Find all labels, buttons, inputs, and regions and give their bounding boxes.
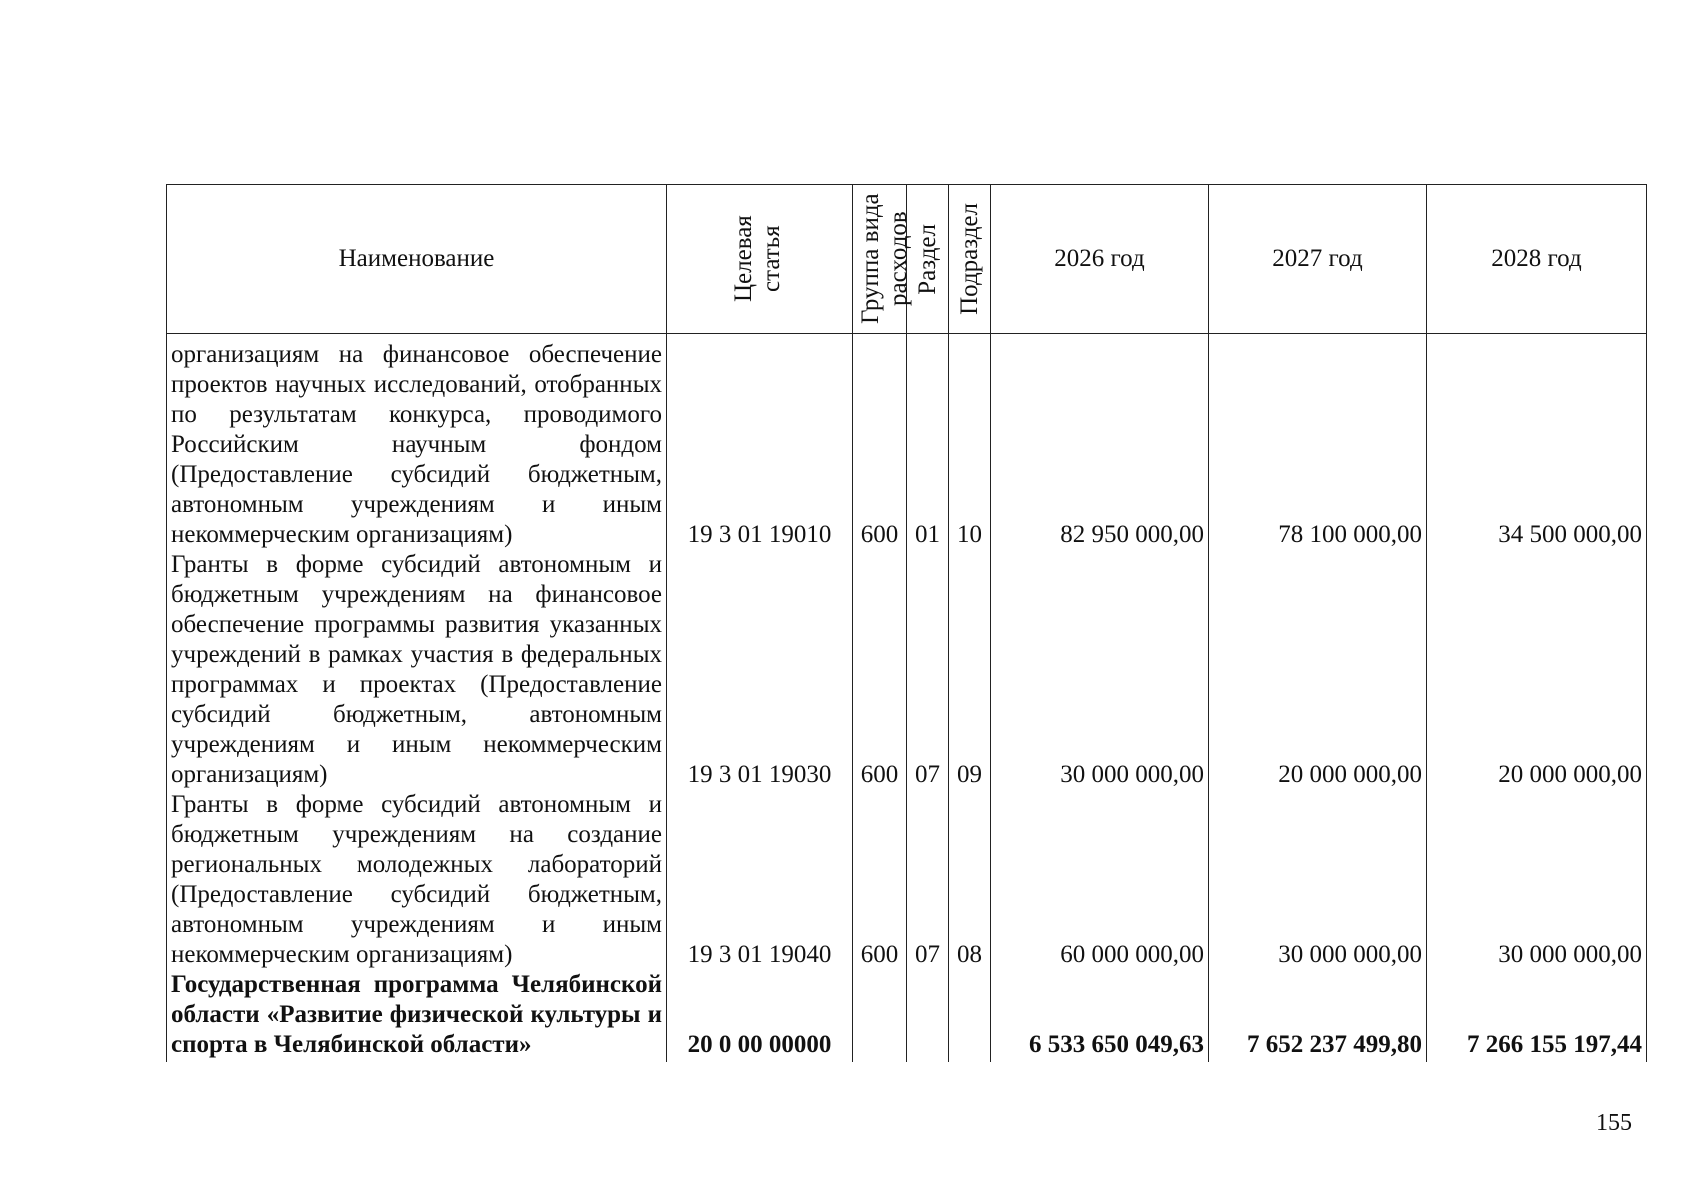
header-subsection xyxy=(949,185,991,334)
table-header-row xyxy=(167,185,1647,334)
row-amount-2027: 30 000 000,00 xyxy=(1209,790,1427,970)
row-amount-2026: 60 000 000,00 xyxy=(991,790,1209,970)
header-target-article-label: Целевая статья xyxy=(729,215,785,303)
row-amount-2028: 30 000 000,00 xyxy=(1427,790,1647,970)
header-2028: 2028 год xyxy=(1427,185,1647,334)
row-name: Гранты в форме субсидий автономным и бюджетным учреждениям на финансовое обеспечение программы развития указанных учреждений в рамках участия в федеральных программах и проектах (Предоставление субсидий бюджетным, автономным учреждениям и иным некоммерческим организациям) xyxy=(167,550,667,790)
row-section: 07 xyxy=(907,790,949,970)
row-section xyxy=(907,970,949,1062)
row-expense-group: 600 xyxy=(853,550,907,790)
table-row xyxy=(167,550,1647,790)
row-amount-2028: 20 000 000,00 xyxy=(1427,550,1647,790)
row-name: Государственная программа Челябинской области «Развитие физической культуры и спорта в Челябинской области» xyxy=(167,970,667,1062)
row-expense-group: 600 xyxy=(853,334,907,551)
row-amount-2028: 7 266 155 197,44 xyxy=(1427,970,1647,1062)
table-row xyxy=(167,790,1647,970)
row-section: 07 xyxy=(907,550,949,790)
row-amount-2028: 34 500 000,00 xyxy=(1427,334,1647,551)
header-section-label: Раздел xyxy=(913,223,941,295)
row-target-article: 20 0 00 00000 xyxy=(667,970,853,1062)
row-subsection: 09 xyxy=(949,550,991,790)
row-target-article: 19 3 01 19010 xyxy=(667,334,853,551)
row-target-article: 19 3 01 19030 xyxy=(667,550,853,790)
row-name: организациям на финансовое обеспечение проектов научных исследований, отобранных по результатам конкурса, проводимого Российским научным фондом (Предоставление субсидий бюджетным, автономным учреждениям и иным некоммерческим организациям) xyxy=(167,334,667,551)
row-subsection xyxy=(949,970,991,1062)
row-amount-2027: 78 100 000,00 xyxy=(1209,334,1427,551)
row-target-article: 19 3 01 19040 xyxy=(667,790,853,970)
page-number: 155 xyxy=(1596,1110,1632,1136)
row-amount-2027: 7 652 237 499,80 xyxy=(1209,970,1427,1062)
row-name: Гранты в форме субсидий автономным и бюджетным учреждениям на создание региональных молодежных лабораторий (Предоставление субсидий бюджетным, автономным учреждениям и иным некоммерческим организациям) xyxy=(167,790,667,970)
row-amount-2027: 20 000 000,00 xyxy=(1209,550,1427,790)
row-subsection: 08 xyxy=(949,790,991,970)
row-subsection: 10 xyxy=(949,334,991,551)
row-section: 01 xyxy=(907,334,949,551)
row-amount-2026: 30 000 000,00 xyxy=(991,550,1209,790)
row-expense-group: 600 xyxy=(853,790,907,970)
header-2027: 2027 год xyxy=(1209,185,1427,334)
table-row-program-total xyxy=(167,970,1647,1062)
header-2026: 2026 год xyxy=(991,185,1209,334)
row-expense-group xyxy=(853,970,907,1062)
header-name: Наименование xyxy=(167,185,667,334)
header-subsection-label: Подраздел xyxy=(955,203,983,315)
header-expense-group-label: Группа вида расходов xyxy=(857,193,912,325)
header-target-article xyxy=(667,185,853,334)
row-amount-2026: 6 533 650 049,63 xyxy=(991,970,1209,1062)
table-row xyxy=(167,334,1647,551)
row-amount-2026: 82 950 000,00 xyxy=(991,334,1209,551)
budget-table xyxy=(166,184,1647,1062)
header-expense-group xyxy=(853,185,912,334)
